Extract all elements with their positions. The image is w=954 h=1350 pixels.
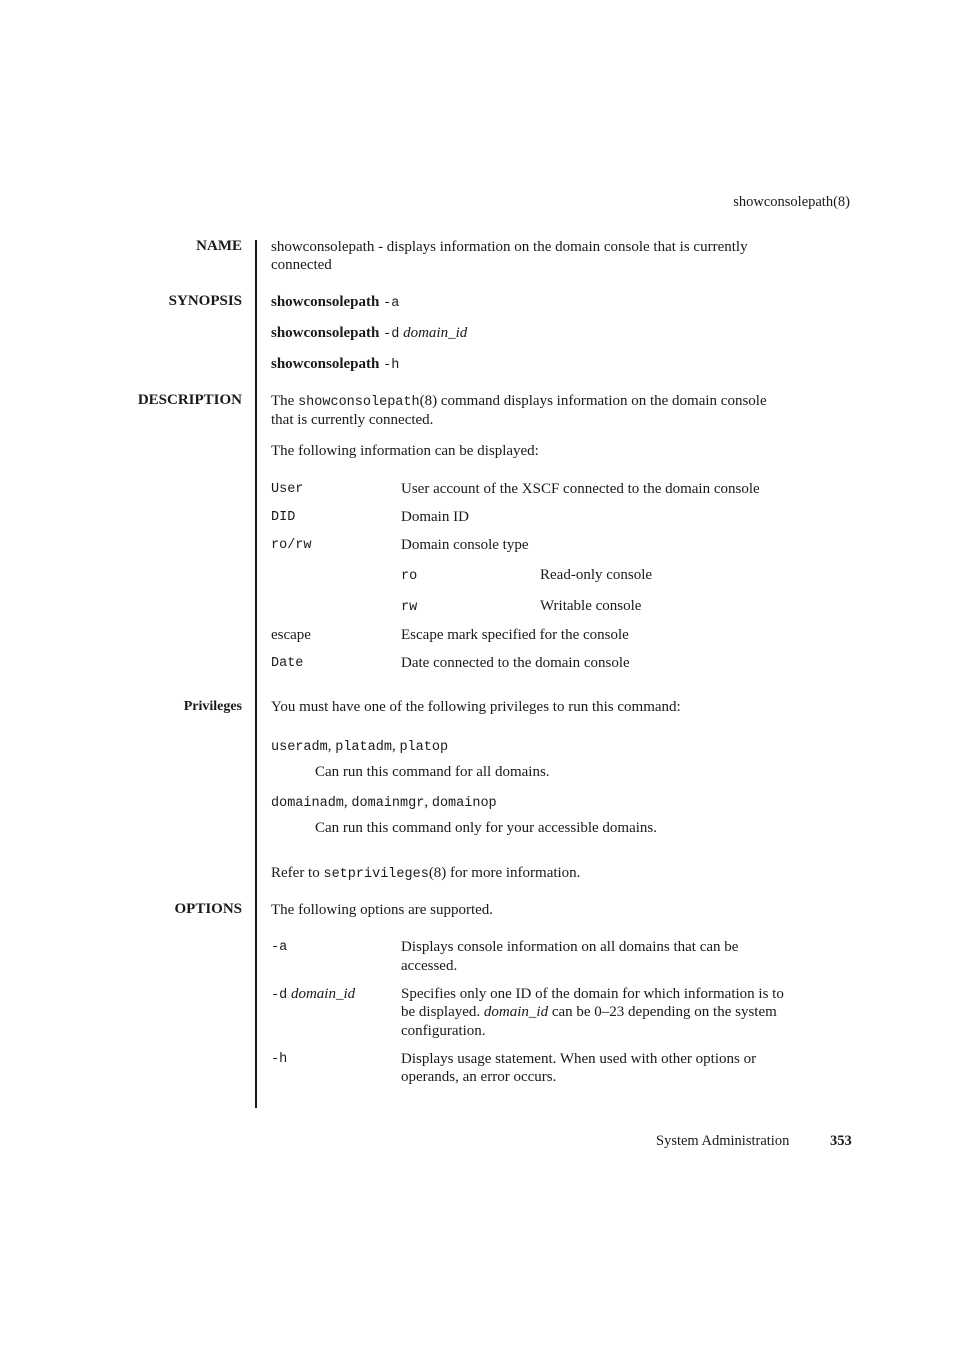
synopsis-arg: domain_id: [403, 325, 468, 341]
section-options-heading: OPTIONS: [174, 901, 242, 917]
field-term: ro/rw: [271, 538, 312, 553]
footer-book-title: System Administration: [656, 1133, 790, 1149]
field-def: Escape mark specified for the console: [401, 627, 629, 643]
privilege-group-1: useradm, platadm, platop: [271, 738, 449, 755]
synopsis-line-a: [271, 293, 399, 314]
option-d-desc-3: configuration.: [401, 1023, 486, 1039]
option-h-desc-2: operands, an error occurs.: [401, 1069, 557, 1085]
option-a-desc-1: Displays console information on all domains that can be: [401, 939, 739, 955]
option-flag: -a: [271, 940, 288, 955]
option-d-desc-2: be displayed. domain_id can be 0–23 depending on the system: [401, 1004, 777, 1020]
subfield-def: Read-only console: [540, 567, 653, 583]
inline-command: setprivileges: [323, 867, 429, 882]
privilege-group-1-desc: Can run this command for all domains.: [315, 764, 550, 780]
section-description-heading: DESCRIPTION: [137, 392, 242, 408]
field-def: Date connected to the domain console: [401, 655, 630, 671]
synopsis-flag: -d: [383, 327, 400, 342]
section-name-heading: NAME: [196, 238, 242, 254]
section-privileges-heading: Privileges: [183, 699, 242, 714]
option-h-desc-1: Displays usage statement. When used with other options or: [401, 1051, 757, 1067]
option-a-desc-2: accessed.: [401, 958, 458, 974]
option-d-desc-1: Specifies only one ID of the domain for which information is to: [401, 986, 784, 1002]
margin-rule: [255, 240, 257, 1108]
running-header: showconsolepath(8): [733, 194, 850, 210]
privileges-intro: You must have one of the following privileges to run this command:: [271, 699, 681, 715]
name-line-1: showconsolepath - displays information on the domain console that is currently: [271, 239, 748, 255]
field-term: User: [271, 482, 304, 497]
field-def: User account of the XSCF connected to the domain console: [401, 481, 760, 497]
description-p1-line-1: The showconsolepath(8) command displays information on the domain console: [271, 393, 767, 410]
synopsis-cmd: showconsolepath: [271, 294, 380, 310]
description-p1-line-2: that is currently connected.: [271, 412, 434, 428]
page-number: 353: [830, 1133, 852, 1149]
subfield-term: ro: [401, 569, 418, 584]
synopsis-cmd: showconsolepath: [271, 325, 380, 341]
privilege-group-2: domainadm, domainmgr, domainop: [271, 794, 497, 811]
options-intro: The following options are supported.: [271, 902, 494, 918]
description-p2: The following information can be displayed:: [271, 443, 539, 459]
field-term: Date: [271, 656, 304, 671]
synopsis-flag: -a: [383, 296, 400, 311]
synopsis-line-h: [271, 355, 399, 376]
synopsis-flag: -h: [383, 358, 400, 373]
privilege-group-2-desc: Can run this command only for your accessible domains.: [315, 820, 658, 836]
privileges-refer: Refer to setprivileges(8) for more information.: [271, 865, 581, 882]
option-flag: -d domain_id: [271, 986, 356, 1003]
synopsis-line-d: [271, 324, 467, 345]
field-def: Domain console type: [401, 537, 529, 553]
subfield-def: Writable console: [540, 598, 642, 614]
field-def: Domain ID: [401, 509, 469, 525]
field-term: escape: [271, 627, 311, 643]
inline-command: showconsolepath: [298, 395, 420, 410]
section-synopsis-heading: SYNOPSIS: [168, 293, 242, 309]
name-line-2: connected: [271, 257, 332, 273]
field-term: DID: [271, 510, 296, 525]
subfield-term: rw: [401, 600, 418, 615]
synopsis-cmd: showconsolepath: [271, 356, 380, 372]
option-flag: -h: [271, 1052, 288, 1067]
